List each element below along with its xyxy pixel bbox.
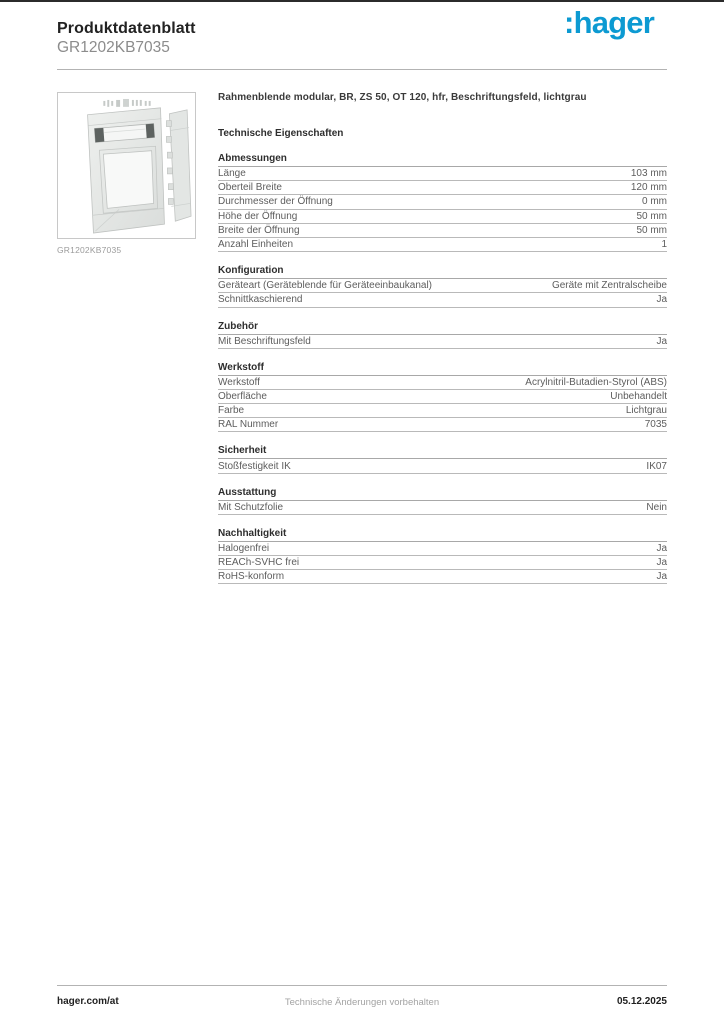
spec-row: [218, 376, 667, 390]
spec-label: Oberteil Breite: [218, 182, 282, 194]
spec-label: REACh-SVHC frei: [218, 557, 300, 569]
spec-label: Stoßfestigkeit IK: [218, 460, 291, 472]
spec-value: 7035: [644, 419, 667, 431]
spec-section-abmessungen: [218, 153, 667, 252]
spec-label: Geräteart (Geräteblende für Geräteeinbaukanal): [218, 280, 433, 292]
spec-value: Nein: [646, 501, 667, 513]
spec-row: [218, 224, 667, 238]
spec-label: Schnittkaschierend: [218, 294, 303, 306]
spec-label: Anzahl Einheiten: [218, 239, 294, 251]
page-top-edge: [0, 0, 724, 2]
spec-row: [218, 390, 667, 404]
spec-content: [218, 92, 667, 584]
footer-website-link[interactable]: hager.com/at: [57, 996, 119, 1007]
spec-row: [218, 195, 667, 209]
header-divider: [57, 69, 667, 70]
footer-date: 05.12.2025: [616, 996, 667, 1007]
spec-value: 120 mm: [630, 182, 667, 194]
section-heading: Zubehör: [218, 321, 667, 335]
spec-label: Mit Beschriftungsfeld: [218, 335, 311, 347]
spec-value: 0 mm: [642, 196, 667, 208]
spec-label: Werkstoff: [218, 376, 260, 388]
spec-label: Mit Schutzfolie: [218, 501, 284, 513]
spec-value: 50 mm: [636, 224, 667, 236]
spec-row: [218, 181, 667, 195]
product-name: Rahmenblende modular, BR, ZS 50, OT 120, hfr, Beschriftungsfeld, lichtgrau: [218, 92, 587, 103]
spec-section-werkstoff: [218, 362, 667, 433]
spec-value: Ja: [656, 557, 667, 569]
section-heading: Werkstoff: [218, 362, 667, 376]
section-heading: Sicherheit: [218, 445, 667, 459]
product-image-caption: GR1202KB7035: [57, 245, 122, 255]
spec-row: [218, 210, 667, 224]
spec-label: Farbe: [218, 405, 245, 417]
section-heading: Ausstattung: [218, 487, 667, 501]
spec-value: Geräte mit Zentralscheibe: [551, 280, 667, 292]
spec-section-ausstattung: [218, 487, 667, 515]
spec-row: [218, 570, 667, 584]
spec-section-konfiguration: [218, 265, 667, 307]
spec-value: Ja: [656, 571, 667, 583]
footer: [57, 996, 667, 1010]
spec-label: Länge: [218, 168, 246, 180]
spec-row: [218, 238, 667, 252]
spec-value: Acrylnitril-Butadien-Styrol (ABS): [525, 376, 667, 388]
spec-value: 1: [661, 239, 667, 251]
spec-row: [218, 542, 667, 556]
spec-value: Ja: [656, 542, 667, 554]
spec-label: Breite der Öffnung: [218, 224, 300, 236]
section-heading: Nachhaltigkeit: [218, 528, 667, 542]
spec-value: IK07: [646, 460, 667, 472]
spec-value: 103 mm: [630, 168, 667, 180]
spec-section-zubehoer: [218, 321, 667, 349]
spec-label: RAL Nummer: [218, 419, 279, 431]
spec-label: Durchmesser der Öffnung: [218, 196, 333, 208]
spec-label: Halogenfrei: [218, 542, 270, 554]
spec-row: [218, 335, 667, 349]
hager-logo: :hager: [564, 5, 654, 40]
spec-row: [218, 501, 667, 515]
tech-properties-title: Technische Eigenschaften: [218, 128, 344, 139]
spec-row: [218, 418, 667, 432]
page-title: Produktdatenblatt: [57, 20, 196, 37]
product-image-box: [57, 92, 196, 239]
footer-divider: [57, 985, 667, 986]
spec-label: Höhe der Öffnung: [218, 210, 298, 222]
spec-row: [218, 459, 667, 473]
spec-section-nachhaltigkeit: [218, 528, 667, 585]
section-heading: Abmessungen: [218, 153, 667, 167]
spec-value: 50 mm: [636, 210, 667, 222]
spec-row: [218, 167, 667, 181]
footer-notice: Technische Änderungen vorbehalten: [284, 997, 440, 1008]
spec-section-sicherheit: [218, 445, 667, 473]
spec-row: [218, 556, 667, 570]
spec-label: RoHS-konform: [218, 571, 285, 583]
section-heading: Konfiguration: [218, 265, 667, 279]
spec-value: Ja: [656, 294, 667, 306]
spec-row: [218, 404, 667, 418]
spec-value: Lichtgrau: [625, 405, 667, 417]
spec-row: [218, 279, 667, 293]
spec-row: [218, 293, 667, 307]
product-code-subtitle: GR1202KB7035: [57, 39, 170, 56]
product-image: [58, 93, 195, 238]
spec-value: Ja: [656, 335, 667, 347]
spec-label: Oberfläche: [218, 390, 267, 402]
spec-value: Unbehandelt: [610, 390, 667, 402]
